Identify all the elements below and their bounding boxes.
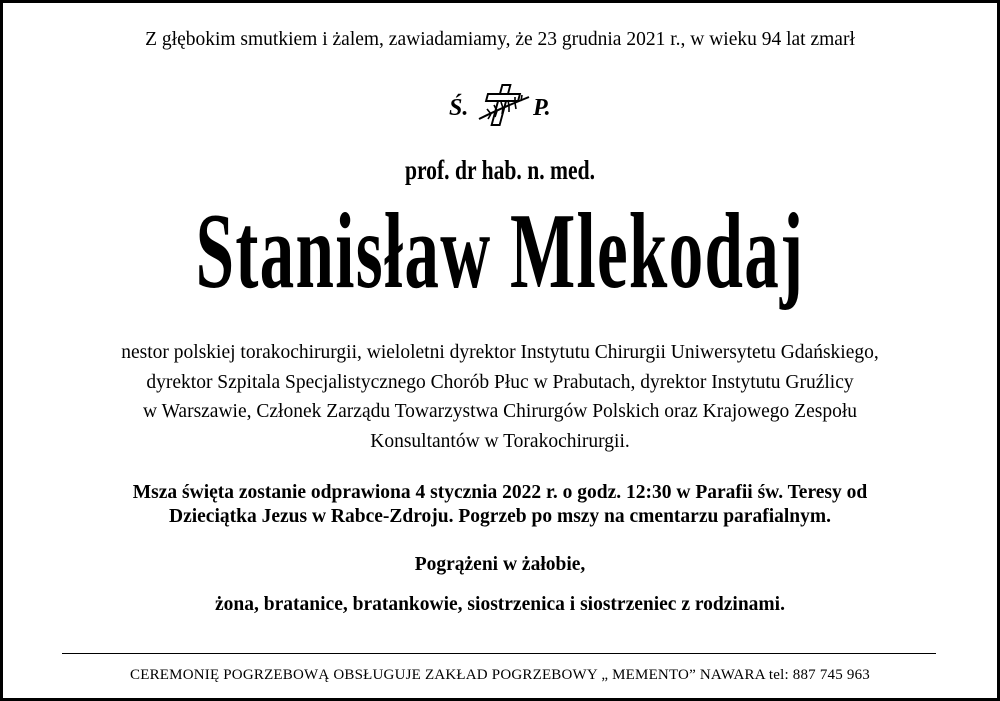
bio-line: Konsultantów w Torakochirurgii. (370, 430, 630, 452)
intro-text: Z głębokim smutkiem i żalem, zawiadamiamy, że 23 grudnia 2021 r., w wieku 94 lat zmarł (145, 29, 855, 50)
mass-line: Dzieciątka Jezus w Rabce-Zdroju. Pogrzeb po mszy na cmentarzu parafialnym. (168, 505, 831, 527)
sp-emblem (443, 81, 563, 131)
bio-line: dyrektor Szpitala Specjalistycznego Chorób Płuc w Prabutach, dyrektor Instytutu Gruźlicy (146, 371, 854, 393)
mourners-list: żona, bratanice, bratankowie, siostrzenica i siostrzeniec z rodzinami. (215, 594, 785, 615)
footer-divider (62, 653, 936, 654)
mass-line: Msza święta zostanie odprawiona 4 stycznia 2022 r. o godz. 12:30 w Parafii św. Teresy od (132, 482, 868, 503)
mourners-heading: Pogrążeni w żałobie, (414, 554, 586, 575)
sp-right-letter: P. (533, 95, 551, 121)
academic-title: prof. dr hab. n. med. (404, 155, 596, 185)
biography (3, 338, 997, 456)
sp-left-letter: Ś. (449, 95, 469, 121)
mass-information (3, 481, 997, 528)
bio-line: nestor polskiej torakochirurgii, wieloletni dyrektor Instytutu Chirurgii Uniwersytetu Gdańskiego, (121, 342, 879, 363)
funeral-home-footer: CEREMONIĘ POGRZEBOWĄ OBSŁUGUJE ZAKŁAD POGRZEBOWY „ MEMENTO” NAWARA tel: 887 745 963 (130, 667, 870, 683)
bio-line: w Warszawie, Członek Zarządu Towarzystwa Chirurgów Polskich oraz Krajowego Zespołu (142, 401, 858, 422)
deceased-name: Stanisław Mlekodaj (195, 192, 805, 311)
